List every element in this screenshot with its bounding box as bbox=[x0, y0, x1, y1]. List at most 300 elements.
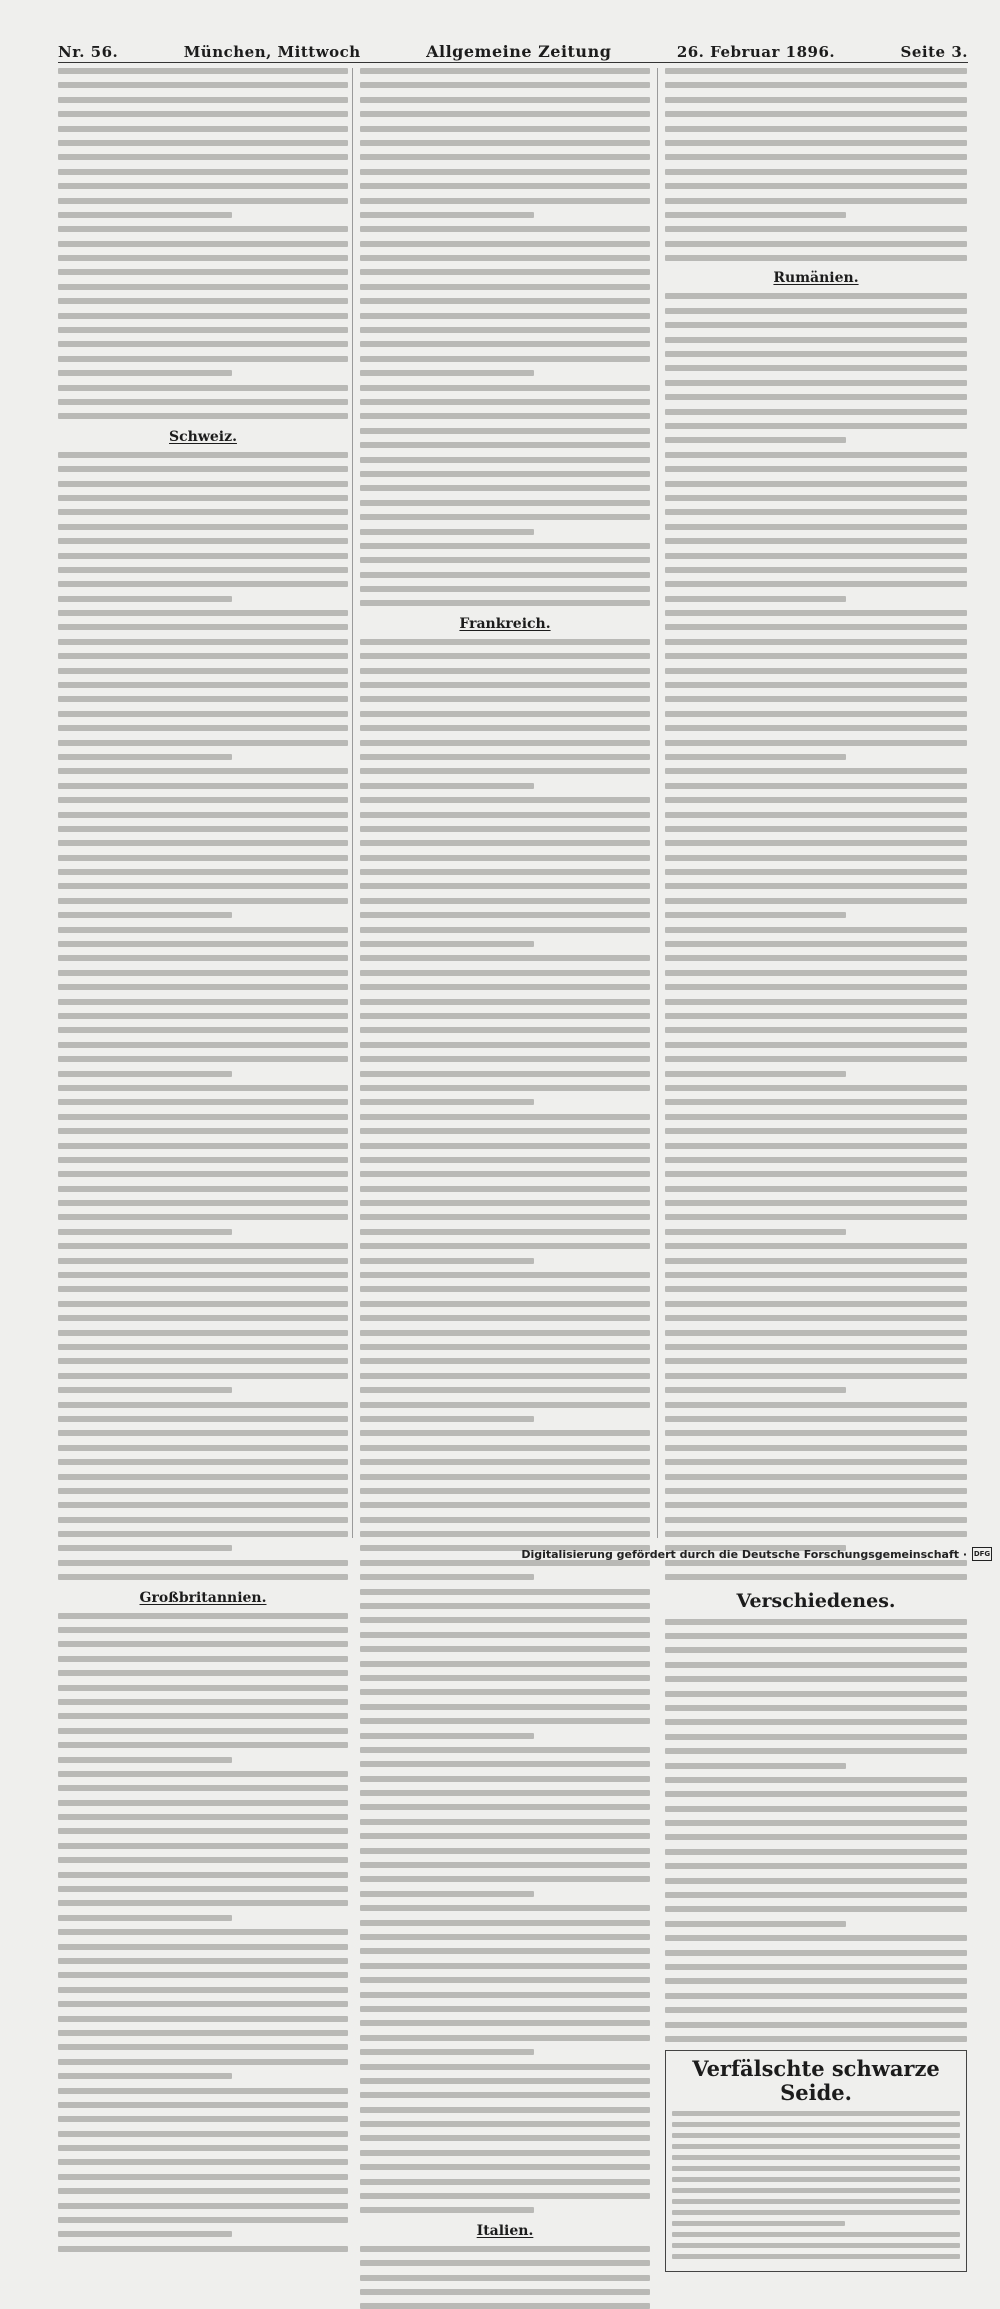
text-line bbox=[58, 1042, 348, 1048]
text-line bbox=[665, 1358, 967, 1364]
text-line bbox=[360, 1272, 650, 1278]
text-line bbox=[58, 869, 348, 875]
text-line bbox=[360, 543, 650, 549]
text-line bbox=[360, 1099, 534, 1105]
text-line bbox=[58, 955, 348, 961]
text-line bbox=[360, 1488, 650, 1494]
text-line bbox=[58, 1373, 348, 1379]
text-line bbox=[58, 999, 348, 1005]
text-line bbox=[360, 428, 650, 434]
text-line bbox=[58, 524, 348, 530]
section-heading-frankreich: Frankreich. bbox=[459, 615, 551, 632]
text-line bbox=[665, 1820, 967, 1826]
text-line bbox=[58, 241, 348, 247]
text-line bbox=[665, 553, 967, 559]
text-line bbox=[360, 485, 650, 491]
text-line bbox=[360, 1373, 650, 1379]
text-line bbox=[58, 356, 348, 362]
place-day: München, Mittwoch bbox=[183, 43, 361, 61]
text-line bbox=[665, 111, 967, 117]
column-1 bbox=[58, 68, 348, 1606]
text-line bbox=[360, 725, 650, 731]
text-line bbox=[360, 883, 650, 889]
text-line bbox=[360, 1358, 650, 1364]
text-line bbox=[58, 466, 348, 472]
text-line bbox=[665, 169, 967, 175]
text-line bbox=[672, 2133, 960, 2138]
text-line bbox=[665, 1502, 967, 1508]
text-line bbox=[58, 624, 348, 630]
text-line bbox=[360, 1330, 650, 1336]
text-line bbox=[58, 481, 348, 487]
text-line bbox=[58, 399, 348, 405]
text-line bbox=[360, 797, 650, 803]
text-line bbox=[360, 639, 650, 645]
text-line bbox=[58, 1757, 232, 1763]
text-line bbox=[665, 154, 967, 160]
text-line bbox=[665, 198, 967, 204]
text-line bbox=[360, 653, 650, 659]
text-line bbox=[58, 725, 348, 731]
text-line bbox=[58, 2246, 348, 2252]
text-line bbox=[672, 2188, 960, 2193]
text-line bbox=[665, 999, 967, 1005]
text-line bbox=[360, 898, 650, 904]
text-line bbox=[58, 1056, 348, 1062]
text-line bbox=[58, 1315, 348, 1321]
text-line bbox=[665, 596, 846, 602]
text-block bbox=[360, 68, 650, 606]
text-line bbox=[360, 341, 650, 347]
text-line bbox=[672, 2221, 845, 2226]
text-line bbox=[58, 1445, 348, 1451]
text-line bbox=[360, 1114, 650, 1120]
text-line bbox=[58, 1301, 348, 1307]
text-line bbox=[360, 912, 650, 918]
text-line bbox=[360, 1243, 650, 1249]
text-line bbox=[58, 385, 348, 391]
text-line bbox=[58, 1027, 348, 1033]
text-line bbox=[58, 1886, 348, 1892]
text-line bbox=[360, 154, 650, 160]
text-line bbox=[665, 826, 967, 832]
text-line bbox=[665, 1719, 967, 1725]
text-line bbox=[665, 126, 967, 132]
text-line bbox=[665, 322, 967, 328]
text-line bbox=[360, 1804, 650, 1810]
text-line bbox=[360, 97, 650, 103]
text-line bbox=[58, 269, 348, 275]
text-line bbox=[360, 1963, 650, 1969]
text-line bbox=[58, 639, 348, 645]
text-line bbox=[58, 1857, 348, 1863]
section-heading-schweiz: Schweiz. bbox=[169, 428, 237, 445]
text-line bbox=[360, 183, 650, 189]
text-line bbox=[665, 624, 967, 630]
text-line bbox=[360, 1776, 650, 1782]
text-line bbox=[58, 1387, 232, 1393]
text-line bbox=[665, 855, 967, 861]
text-line bbox=[360, 514, 650, 520]
text-line bbox=[665, 1763, 846, 1769]
text-line bbox=[58, 341, 348, 347]
section-heading-verschiedenes: Verschiedenes. bbox=[736, 1589, 896, 1612]
text-line bbox=[58, 1286, 348, 1292]
text-line bbox=[665, 1186, 967, 1192]
text-line bbox=[665, 1344, 967, 1350]
text-line bbox=[58, 1099, 348, 1105]
text-line bbox=[58, 1258, 348, 1264]
text-block bbox=[665, 293, 967, 1580]
text-line bbox=[58, 1358, 348, 1364]
text-line bbox=[360, 126, 650, 132]
text-line bbox=[360, 1315, 650, 1321]
text-line bbox=[360, 370, 534, 376]
text-line bbox=[58, 1488, 348, 1494]
text-line bbox=[58, 2073, 232, 2079]
text-line bbox=[360, 471, 650, 477]
text-line bbox=[360, 169, 650, 175]
text-line bbox=[58, 1627, 348, 1633]
text-line bbox=[58, 1013, 348, 1019]
text-line bbox=[58, 1800, 348, 1806]
text-line bbox=[665, 1200, 967, 1206]
text-line bbox=[665, 581, 967, 587]
text-block bbox=[665, 68, 967, 261]
text-line bbox=[58, 826, 348, 832]
text-line bbox=[672, 2199, 960, 2204]
text-line bbox=[58, 1699, 348, 1705]
text-line bbox=[360, 1675, 650, 1681]
text-line bbox=[360, 1718, 650, 1724]
text-line bbox=[58, 1987, 348, 1993]
text-line bbox=[360, 1517, 650, 1523]
text-line bbox=[665, 1402, 967, 1408]
text-line bbox=[665, 1430, 967, 1436]
text-line bbox=[58, 255, 348, 261]
text-line bbox=[360, 2020, 650, 2026]
text-line bbox=[360, 2193, 650, 2199]
text-line bbox=[360, 855, 650, 861]
text-line bbox=[665, 495, 967, 501]
text-line bbox=[58, 1114, 348, 1120]
text-line bbox=[665, 682, 967, 688]
text-line bbox=[58, 1272, 348, 1278]
text-line bbox=[360, 557, 650, 563]
text-line bbox=[360, 2164, 650, 2170]
text-line bbox=[360, 955, 650, 961]
text-line bbox=[360, 711, 650, 717]
text-line bbox=[360, 1617, 650, 1623]
text-line bbox=[58, 927, 348, 933]
text-block bbox=[58, 452, 348, 1580]
advertisement-text bbox=[672, 2111, 960, 2259]
text-line bbox=[665, 1574, 967, 1580]
text-line bbox=[360, 1085, 650, 1091]
text-line bbox=[360, 1862, 650, 1868]
text-line bbox=[58, 1814, 348, 1820]
text-line bbox=[58, 68, 348, 74]
text-line bbox=[58, 111, 348, 117]
text-line bbox=[360, 869, 650, 875]
text-line bbox=[58, 2102, 348, 2108]
text-line bbox=[665, 668, 967, 674]
text-line bbox=[58, 1502, 348, 1508]
text-line bbox=[360, 1790, 650, 1796]
text-line bbox=[360, 140, 650, 146]
text-line bbox=[360, 255, 650, 261]
text-line bbox=[665, 140, 967, 146]
text-line bbox=[665, 351, 967, 357]
text-line bbox=[360, 2303, 650, 2309]
text-line bbox=[665, 226, 967, 232]
text-line bbox=[360, 1689, 650, 1695]
text-line bbox=[665, 1806, 967, 1812]
text-line bbox=[665, 1647, 967, 1653]
text-line bbox=[665, 1071, 846, 1077]
text-line bbox=[58, 1474, 348, 1480]
text-line bbox=[58, 740, 348, 746]
text-line bbox=[58, 1685, 348, 1691]
text-line bbox=[360, 198, 650, 204]
text-line bbox=[360, 1833, 650, 1839]
text-line bbox=[58, 2131, 348, 2137]
text-line bbox=[58, 553, 348, 559]
text-line bbox=[672, 2144, 960, 2149]
text-line bbox=[672, 2177, 960, 2182]
text-line bbox=[360, 572, 650, 578]
text-line bbox=[58, 912, 232, 918]
issue-date: 26. Februar 1896. bbox=[676, 43, 836, 61]
text-line bbox=[58, 1771, 348, 1777]
text-line bbox=[360, 1387, 650, 1393]
text-line bbox=[58, 1728, 348, 1734]
text-line bbox=[665, 241, 967, 247]
text-line bbox=[665, 567, 967, 573]
text-line bbox=[58, 226, 348, 232]
text-line bbox=[58, 653, 348, 659]
text-line bbox=[58, 970, 348, 976]
text-line bbox=[360, 226, 650, 232]
text-line bbox=[360, 1891, 534, 1897]
text-line bbox=[665, 1330, 967, 1336]
text-line bbox=[665, 1748, 967, 1754]
text-line bbox=[58, 2231, 232, 2237]
text-line bbox=[58, 327, 348, 333]
text-line bbox=[58, 1915, 232, 1921]
text-line bbox=[360, 1733, 534, 1739]
text-line bbox=[58, 413, 348, 419]
text-line bbox=[360, 399, 650, 405]
text-line bbox=[665, 1157, 967, 1163]
text-line bbox=[665, 1777, 967, 1783]
text-line bbox=[665, 308, 967, 314]
text-line bbox=[360, 1459, 650, 1465]
text-line bbox=[58, 581, 348, 587]
text-line bbox=[360, 1992, 650, 1998]
text-line bbox=[58, 2203, 348, 2209]
text-line bbox=[58, 1531, 348, 1537]
text-line bbox=[360, 1416, 534, 1422]
text-line bbox=[665, 1978, 967, 1984]
text-line bbox=[58, 898, 348, 904]
text-line bbox=[360, 754, 650, 760]
text-line bbox=[58, 711, 348, 717]
text-line bbox=[665, 1387, 846, 1393]
text-line bbox=[665, 797, 967, 803]
text-line bbox=[665, 538, 967, 544]
text-line bbox=[665, 2007, 967, 2013]
text-line bbox=[665, 768, 967, 774]
text-line bbox=[360, 2049, 534, 2055]
text-line bbox=[665, 1085, 967, 1091]
text-line bbox=[58, 1402, 348, 1408]
text-line bbox=[665, 1633, 967, 1639]
text-line bbox=[665, 1863, 967, 1869]
digitization-footer bbox=[521, 1547, 992, 1561]
text-line bbox=[665, 941, 967, 947]
text-line bbox=[360, 413, 650, 419]
text-line bbox=[360, 457, 650, 463]
text-line bbox=[672, 2166, 960, 2171]
text-line bbox=[360, 2064, 650, 2070]
text-line bbox=[360, 269, 650, 275]
text-line bbox=[360, 2035, 650, 2041]
text-line bbox=[360, 1905, 650, 1911]
text-line bbox=[360, 586, 650, 592]
text-line bbox=[360, 1876, 650, 1882]
text-line bbox=[665, 1214, 967, 1220]
text-line bbox=[360, 356, 650, 362]
text-line bbox=[672, 2155, 960, 2160]
text-line bbox=[360, 529, 534, 535]
advertisement-title: Verfälschte schwarze Seide. bbox=[692, 2056, 940, 2106]
text-line bbox=[665, 912, 846, 918]
text-line bbox=[665, 183, 967, 189]
text-block bbox=[665, 1619, 967, 2042]
text-line bbox=[360, 668, 650, 674]
text-line bbox=[58, 140, 348, 146]
text-block bbox=[58, 1613, 348, 2252]
text-line bbox=[665, 1531, 967, 1537]
text-line bbox=[360, 1214, 650, 1220]
text-line bbox=[58, 2174, 348, 2180]
text-line bbox=[672, 2210, 960, 2215]
text-line bbox=[665, 1013, 967, 1019]
text-line bbox=[58, 754, 232, 760]
text-line bbox=[58, 1929, 348, 1935]
text-line bbox=[58, 2188, 348, 2194]
text-line bbox=[360, 2207, 534, 2213]
text-line bbox=[665, 1056, 967, 1062]
text-line bbox=[665, 1315, 967, 1321]
text-line bbox=[360, 500, 650, 506]
text-line bbox=[665, 212, 846, 218]
text-line bbox=[360, 1632, 650, 1638]
text-line bbox=[58, 1517, 348, 1523]
text-line bbox=[665, 1128, 967, 1134]
text-line bbox=[58, 682, 348, 688]
text-line bbox=[360, 783, 534, 789]
text-line bbox=[360, 1977, 650, 1983]
text-line bbox=[58, 2059, 348, 2065]
text-line bbox=[58, 1900, 348, 1906]
text-line bbox=[665, 711, 967, 717]
text-line bbox=[58, 1785, 348, 1791]
text-line bbox=[665, 409, 967, 415]
text-line bbox=[360, 1344, 650, 1350]
text-block bbox=[58, 68, 348, 419]
text-line bbox=[360, 941, 534, 947]
text-line bbox=[665, 1892, 967, 1898]
text-line bbox=[58, 2001, 348, 2007]
text-line bbox=[665, 1950, 967, 1956]
text-line bbox=[360, 768, 650, 774]
text-line bbox=[360, 1589, 650, 1595]
text-line bbox=[665, 740, 967, 746]
text-line bbox=[665, 337, 967, 343]
text-line bbox=[58, 941, 348, 947]
text-line bbox=[58, 2088, 348, 2094]
text-line bbox=[665, 524, 967, 530]
text-line bbox=[665, 1229, 846, 1235]
text-line bbox=[665, 883, 967, 889]
text-line bbox=[360, 1042, 650, 1048]
text-line bbox=[58, 2159, 348, 2165]
text-line bbox=[58, 1459, 348, 1465]
text-line bbox=[360, 1474, 650, 1480]
text-line bbox=[360, 1056, 650, 1062]
text-line bbox=[360, 600, 650, 606]
text-line bbox=[665, 380, 967, 386]
text-line bbox=[58, 1243, 348, 1249]
text-line bbox=[58, 2030, 348, 2036]
text-line bbox=[360, 1445, 650, 1451]
text-line bbox=[360, 927, 650, 933]
column-rule bbox=[352, 68, 353, 1538]
text-line bbox=[58, 284, 348, 290]
text-line bbox=[360, 840, 650, 846]
text-line bbox=[360, 2092, 650, 2098]
text-line bbox=[360, 1603, 650, 1609]
text-line bbox=[360, 1200, 650, 1206]
text-line bbox=[665, 639, 967, 645]
text-line bbox=[360, 68, 650, 74]
text-line bbox=[58, 1613, 348, 1619]
text-line bbox=[58, 198, 348, 204]
text-line bbox=[665, 1243, 967, 1249]
text-line bbox=[665, 955, 967, 961]
text-line bbox=[665, 423, 967, 429]
text-line bbox=[360, 2078, 650, 2084]
text-line bbox=[58, 1545, 232, 1551]
text-line bbox=[672, 2111, 960, 2116]
text-line bbox=[58, 1972, 348, 1978]
text-line bbox=[58, 495, 348, 501]
text-line bbox=[665, 1445, 967, 1451]
text-line bbox=[58, 840, 348, 846]
footer-text: Digitalisierung gefördert durch die Deutsche Forschungsgemeinschaft · bbox=[521, 1547, 967, 1561]
text-line bbox=[360, 2246, 650, 2252]
text-line bbox=[665, 293, 967, 299]
text-line bbox=[360, 682, 650, 688]
issue-number: Nr. 56. bbox=[58, 43, 119, 61]
text-line bbox=[360, 970, 650, 976]
text-line bbox=[58, 169, 348, 175]
text-line bbox=[58, 696, 348, 702]
text-line bbox=[58, 668, 348, 674]
text-line bbox=[58, 2044, 348, 2050]
